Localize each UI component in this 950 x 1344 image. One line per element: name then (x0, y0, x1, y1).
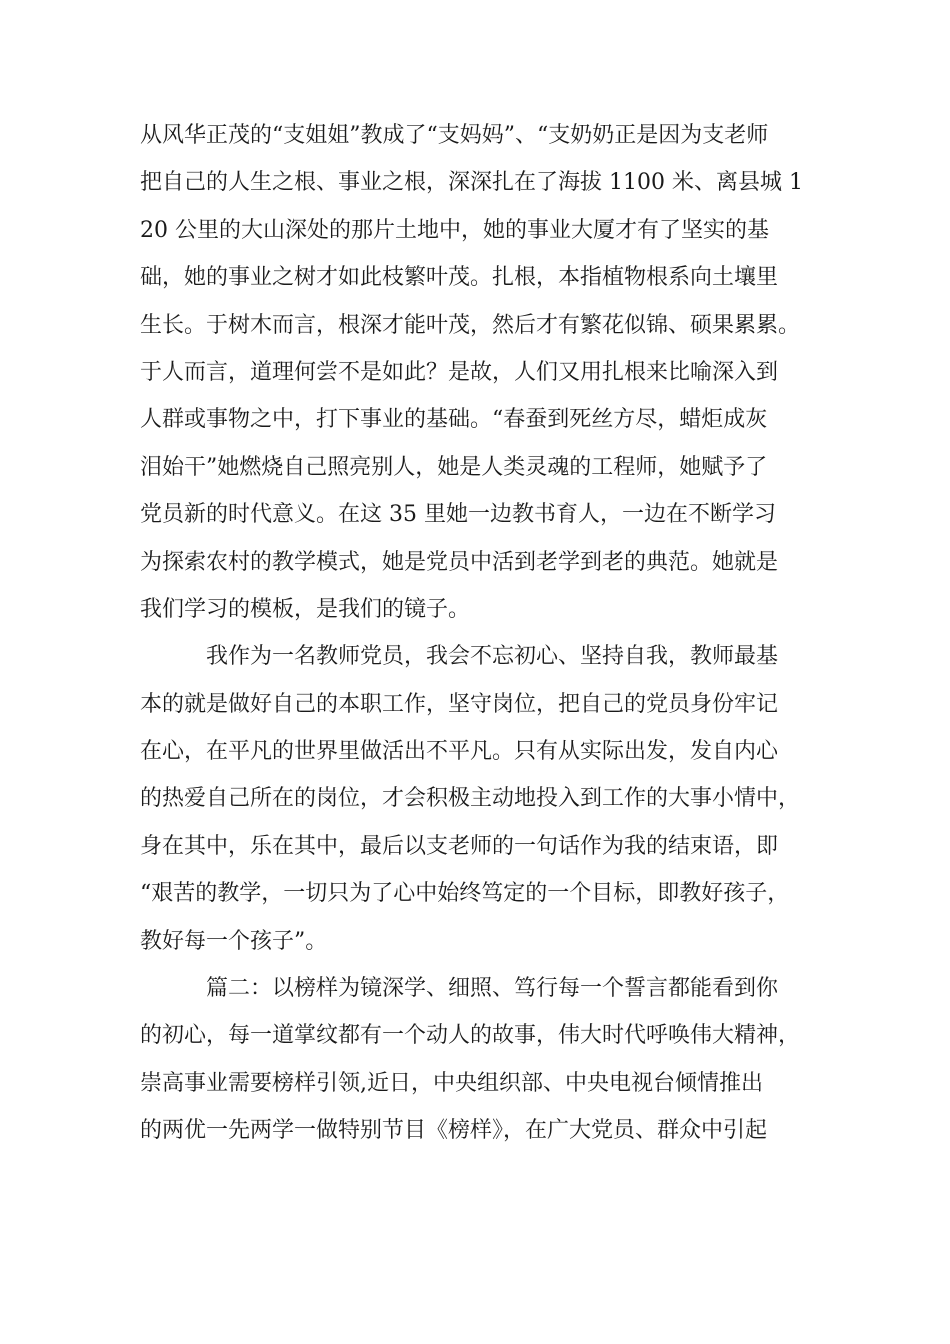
text-line: 本的就是做好自己的本职工作，坚守岗位，把自己的党员身份牢记 (140, 691, 779, 717)
text-line: 于人而言，道理何尝不是如此？是故，人们又用扎根来比喻深入到 (140, 359, 779, 385)
text-line: 生长。于树木而言，根深才能叶茂，然后才有繁花似锦、硕果累累。 (140, 312, 801, 338)
text-line: 20 公里的大山深处的那片土地中，她的事业大厦才有了坚实的基 (140, 217, 769, 243)
text-line: 在心，在平凡的世界里做活出不平凡。只有从实际出发，发自内心 (140, 739, 779, 765)
text-line: 身在其中，乐在其中，最后以支老师的一句话作为我的结束语，即 (140, 833, 779, 859)
text-line: 的初心，每一道掌纹都有一个动人的故事，伟大时代呼唤伟大精神， (140, 1023, 801, 1049)
text-line: 础，她的事业之树才如此枝繁叶茂。扎根，本指植物根系向土壤里 (140, 265, 779, 291)
text-line: 把自己的人生之根、事业之根，深深扎在了海拔 1100 米、离县城 1 (140, 170, 803, 196)
text-line: 我们学习的模板，是我们的镜子。 (140, 596, 471, 622)
text-line: 为探索农村的教学模式，她是党员中活到老学到老的典范。她就是 (140, 549, 779, 575)
text-line: 的热爱自己所在的岗位，才会积极主动地投入到工作的大事小情中， (140, 786, 801, 812)
paragraph-start-line: 篇二：以榜样为镜深学、细照、笃行每一个誓言都能看到你 (206, 976, 779, 1002)
text-line: 党员新的时代意义。在这 35 里她一边教书育人，一边在不断学习 (140, 502, 776, 528)
text-line: 的两优一先两学一做特别节目《榜样》，在广大党员、群众中引起 (140, 1118, 768, 1144)
text-line: 崇高事业需要榜样引领,近日，中央组织部、中央电视台倾情推出 (140, 1070, 763, 1096)
body-text (140, 112, 840, 1155)
text-line: 从风华正茂的“支姐姐”教成了“支妈妈”、“支奶奶正是因为支老师 (140, 123, 769, 148)
paragraph-start-line: 我作为一名教师党员，我会不忘初心、坚持自我，教师最基 (206, 644, 779, 670)
text-line: 教好每一个孩子”。 (140, 928, 328, 954)
text-line: 人群或事物之中，打下事业的基础。“春蚕到死丝方尽，蜡炬成灰 (140, 407, 768, 433)
text-line: “艰苦的教学，一切只为了心中始终笃定的一个目标，即教好孩子， (140, 881, 790, 907)
text-line: 泪始干”她燃烧自己照亮别人，她是人类灵魂的工程师，她赋予了 (140, 454, 768, 480)
